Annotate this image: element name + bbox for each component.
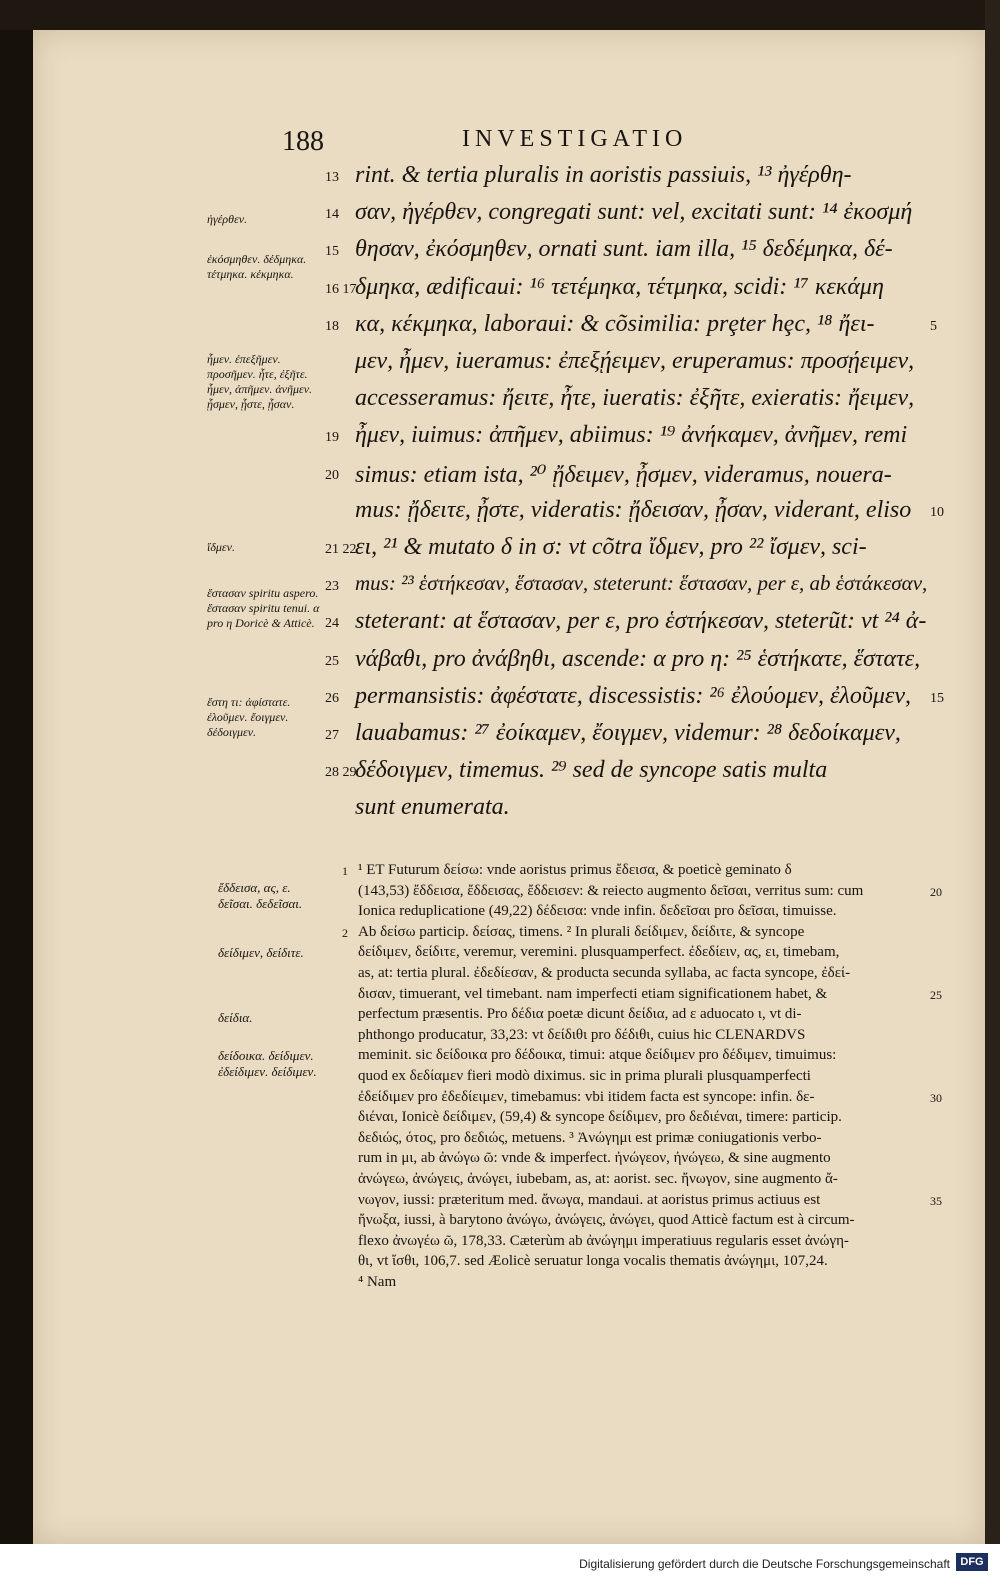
text-line: κα, κέκμηκα, laboraui: & cõsimilia: prȩter hȩc, ¹⁸ ἤει- (355, 310, 875, 337)
scan-right-border (985, 0, 1000, 1584)
text-line: δμηκα, ædificaui: ¹⁶ τετέμηκα, τέτμηκα, scidi: ¹⁷ κεκάμη (355, 273, 884, 300)
footnote-line: ἤνωξα, iussi, à barytono ἀνώγω, ἀνώγεις, ἀνώγει, quod Atticè factum est à circum- (358, 1212, 855, 1229)
footnote-line: flexo ἀνωγέω ῶ, 178,33. Cæterùm ab ἀνώγημι imperatiuus regularis esset ἀνώγη- (358, 1232, 849, 1249)
text-line: sunt enumerata. (355, 794, 510, 821)
line-number: 14 (325, 207, 339, 223)
footnote-line: perfectum præsentis. Pro δέδια poetæ dicunt δείδια, ad ε aduocato ι, vt di- (358, 1006, 802, 1023)
margin-note: ἐκόσμηθεν. δέδμηκα. τέτμηκα. κέκμηκα. (207, 252, 307, 281)
text-line: steterant: at ἕστασαν, per ε, pro ἑστήκεσαν, steterũt: vt ²⁴ ἀ- (355, 608, 927, 635)
text-line: simus: etiam ista, ²⁰ ᾔδειμεν, ᾖσμεν, videramus, nouera- (355, 461, 892, 488)
text-line: lauabamus: ²⁷ ἐοίκαμεν, ἔοιγμεν, videmur: ²⁸ δεδοίκαμεν, (355, 720, 901, 746)
footnote-line: rum in μι, ab ἀνώγω ῶ: vnde & imperfect. ἠνώγεον, ἠνώγεω, & sine augmento (358, 1150, 831, 1167)
text-line: δέδοιγμεν, timemus. ²⁹ sed de syncope satis multa (355, 757, 828, 784)
line-number: 15 (325, 244, 339, 260)
margin-line-count: 10 (930, 504, 944, 520)
line-number: 21 22 (325, 542, 357, 557)
line-number: 16 17 (325, 281, 357, 297)
line-number: 20 (325, 467, 339, 483)
margin-note: ἕστασαν spiritu aspero. ἕστασαν spiritu tenui. α pro η Doricè & Atticè. (207, 586, 320, 630)
text-line: permansistis: ἀφέστατε, discessistis: ²⁶ ἐλούομεν, ἐλοῦμεν, (355, 682, 911, 709)
footnote-line-count: 30 (930, 1090, 942, 1105)
text-line: accesseramus: ἤειτε, ἦτε, iueratis: ἐξῆτε, exieratis: ἤειμεν, (355, 385, 915, 412)
footnote-line: meminit. sic δείδοικα pro δέδοικα, timui: atque δείδιμεν pro δέδιμεν, timuimus: (358, 1047, 837, 1064)
scan-top-border (0, 0, 1000, 30)
footnote-line: phthongo producatur, 33,23: vt δείδιθι pro δέδιθι, cuius hic CLENARDVS (358, 1026, 806, 1043)
text-line: ἦμεν, iuimus: ἀπῆμεν, abiimus: ¹⁹ ἀνήκαμεν, ἀνῆμεν, remi (355, 422, 908, 449)
footnote-line-count: 35 (930, 1193, 942, 1208)
footnote-line: διέναι, Ionicè δείδιμεν, (59,4) & syncope δείδιμεν, pro δεδιέναι, timere: particip. (358, 1109, 842, 1126)
footnote-line: νωγον, iussi: præteritum med. ἄνωγα, mandaui. at aoristus primus actiuus est (358, 1191, 821, 1208)
footnote-line: Ionica reduplicatione (49,22) δέδεισα: vnde infin. δεδεῖσαι pro δεῖσαι, timuisse. (358, 903, 837, 920)
page-number: 188 (282, 126, 324, 157)
line-number: 19 (325, 430, 339, 446)
footnote-line: δισαν, timuerant, vel timebant. nam imperfecti etiam significationem habet, & (358, 985, 828, 1002)
running-head: INVESTIGATIO (462, 126, 688, 152)
footnote-line-count: 25 (930, 987, 942, 1002)
dfg-logo: DFG (956, 1553, 988, 1571)
footnote-margin-note: δείδοικα. δείδιμεν. ἐδείδιμεν. δείδιμεν. (218, 1048, 317, 1079)
margin-line-count: 15 (930, 690, 944, 706)
margin-note: ἠγέρθεν. (207, 212, 248, 226)
footnote-line: δείδιμεν, δείδιτε, veremur, veremini. plusquamperfect. ἐδεδίειν, ας, ει, timebam, (358, 944, 840, 961)
text-line: ει, ²¹ & mutato δ in σ: vt cõtra ἴδμεν, pro ²² ἴσμεν, sci- (355, 534, 867, 560)
footnote-margin-note: δείδιμεν, δείδιτε. (218, 945, 304, 960)
line-number: 27 (325, 728, 339, 743)
text-line: μεν, ἦμεν, iueramus: ἐπεξῄειμεν, eruperamus: προσῄειμεν, (355, 348, 915, 374)
text-line: θησαν, ἐκόσμηθεν, ornati sunt. iam illa, ¹⁵ δεδέμηκα, δέ- (355, 236, 893, 263)
footnote-margin-note: δείδια. (218, 1010, 253, 1025)
footnote-line: θι, vt ἴσθι, 106,7. sed Æolicè seruatur longa vocalis thematis ἀνώγημι, 107,24. (358, 1253, 828, 1270)
line-number: 18 (325, 318, 339, 334)
margin-note: ἦμεν. ἐπεξῆμεν. προσῆμεν. ἦτε, ἐξῆτε. ἦμεν, ἀπῆμεν. ἀνῆμεν. ᾖσμεν, ᾖστε, ᾖσαν. (207, 352, 313, 411)
line-number: 28 29 (325, 765, 357, 781)
footnote-line: ἀνώγεω, ἀνώγεις, ἀνώγει, iubebam, as, at: aorist. sec. ἤνωγον, sine augmento ἄ- (358, 1171, 838, 1187)
footnote-line-count: 20 (930, 884, 942, 899)
text-line: mus: ᾔδειτε, ᾖστε, videratis: ᾔδεισαν, ᾖσαν, viderant, eliso (355, 496, 912, 523)
footnote-line: δεδιώς, ότος, pro δεδιώς, metuens. ³ Ἀνώγημι est primæ coniugationis verbo- (358, 1129, 822, 1146)
text-line: νάβαθι, pro ἀνάβηθι, ascende: α pro η: ²⁵ ἑστήκατε, ἕστατε, (355, 645, 921, 672)
footnote-line: Ab δείσω particip. δείσας, timens. ² In plurali δείδιμεν, δείδιτε, & syncope (358, 923, 805, 940)
line-number: 23 (325, 579, 339, 595)
text-line: σαν, ἠγέρθεν, congregati sunt: vel, excitati sunt: ¹⁴ ἐκοσμή (355, 199, 913, 226)
footnote-line: ⁴ Nam (358, 1274, 397, 1290)
line-number: 26 (325, 690, 339, 706)
footnote-line: ἐδείδιμεν pro ἐδεδίειμεν, timebamus: vbi itidem facta est syncope: infin. δε- (358, 1088, 815, 1105)
line-number: 24 (325, 616, 339, 632)
margin-note: ἕστη τι: ἀφίστατε. ἐλοῦμεν. ἔοιγμεν. δέδοιγμεν. (207, 695, 291, 739)
footnote-number: 2 (342, 925, 348, 940)
line-number: 13 (325, 170, 339, 185)
text-line: rint. & tertia pluralis in aoristis passiuis, ¹³ ἠγέρθη- (355, 162, 852, 188)
text-line: mus: ²³ ἑστήκεσαν, ἕστασαν, steterunt: ἕστασαν, per ε, ab ἑστάκεσαν, (355, 571, 928, 596)
footnote-line: as, at: tertia plural. ἐδεδίεσαν, & producta secunda syllaba, ac facta syncope, ἐδεί- (358, 965, 851, 981)
footnote-line: ¹ ET Futurum δείσω: vnde aoristus primus ἔδεισα, & poeticè geminato δ (358, 862, 792, 878)
footnote-margin-note: ἔδδεισα, ας, ε. δεῖσαι. δεδεῖσαι. (218, 880, 303, 911)
footnote-line: (143,53) ἔδδεισα, ἔδδεισας, ἔδδεισεν: & reiecto augmento δεῖσαι, verritus sum: cum (358, 882, 864, 899)
digitization-credit: Digitalisierung gefördert durch die Deutsche Forschungsgemeinschaft (579, 1557, 950, 1571)
footnote-line: quod ex δεδίαμεν fieri modò diximus. sic in prima plurali plusquamperfecti (358, 1068, 811, 1084)
line-number: 25 (325, 653, 339, 669)
margin-note: ἴδμεν. (207, 540, 235, 554)
footnote-number: 1 (342, 864, 348, 878)
margin-line-count: 5 (930, 318, 937, 334)
